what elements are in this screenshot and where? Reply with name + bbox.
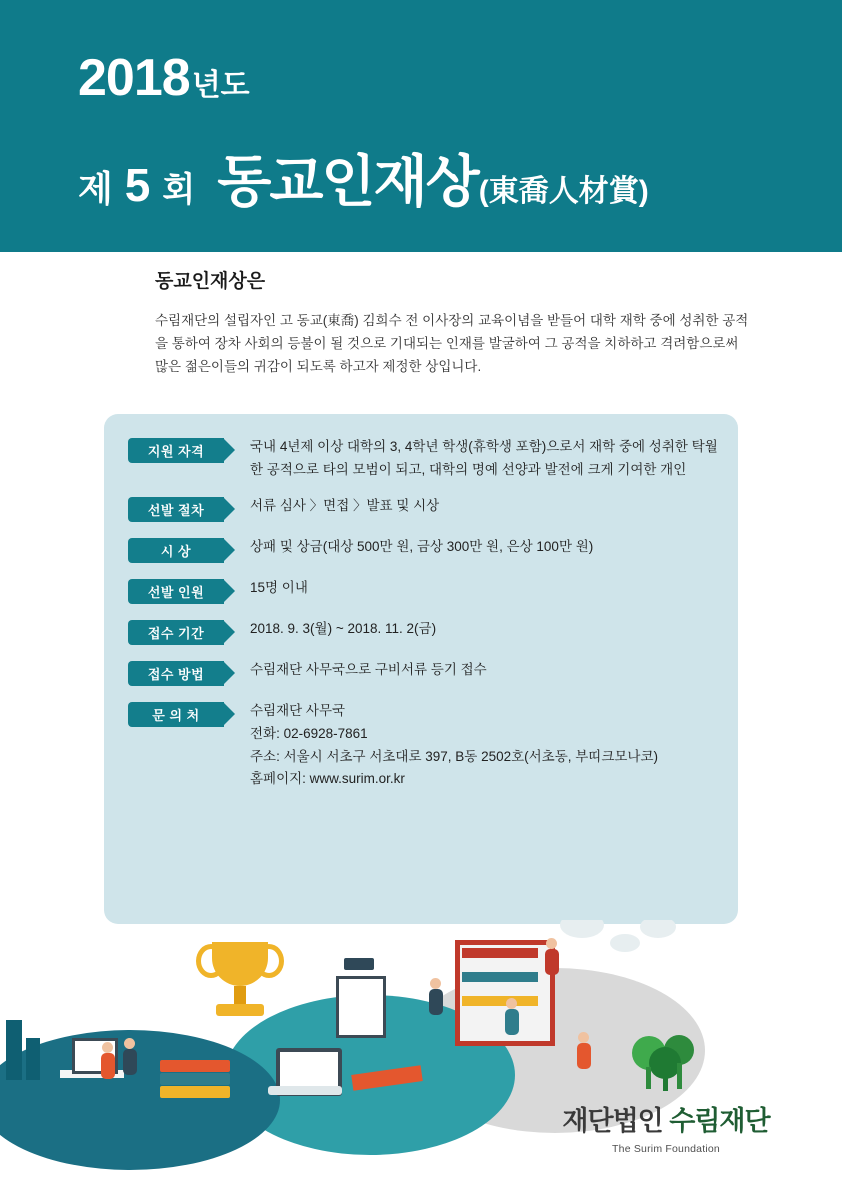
row-text-prize: 상패 및 상금(대상 500만 원, 금상 300만 원, 은상 100만 원) (250, 539, 594, 555)
person-body (123, 1049, 137, 1075)
year-suffix: 년도 (191, 69, 250, 102)
info-row (104, 618, 738, 645)
row-tag-prize: 시 상 (128, 538, 224, 563)
row-text-qualification: 국내 4년제 이상 대학의 3, 4학년 학생(휴학생 포함)으로서 재학 중에 성취한 탁월한 공적으로 타의 모범이 되고, 대학의 명예 선양과 발전에 크게 기여한 개인 (250, 439, 718, 477)
row-tag-qualification: 지원 자격 (128, 438, 224, 463)
trophy-stem (234, 986, 246, 1004)
foundation-name-line (536, 1099, 796, 1138)
person-head (102, 1042, 113, 1053)
info-row (104, 577, 738, 604)
row-tag-headcount: 선발 인원 (128, 579, 224, 604)
person-head (546, 938, 557, 949)
contact-address: 주소: 서울시 서초구 서초대로 397, B동 2502호(서초동, 부띠크모나코) (250, 748, 659, 764)
poster-header (0, 0, 842, 252)
award-name-hanja: (東喬人材賞) (478, 175, 649, 208)
year-line (78, 48, 842, 108)
trophy-icon (212, 942, 268, 986)
shelf-row (462, 948, 538, 958)
laptop-base (268, 1086, 342, 1095)
shelf-row (462, 996, 538, 1006)
ordinal-prefix: 제 (78, 168, 113, 209)
book-stack (160, 1060, 230, 1072)
contact-homepage: 홈페이지: www.surim.or.kr (250, 771, 405, 787)
shelf-row (462, 972, 538, 982)
cloud-icon (640, 920, 676, 938)
row-text-contact (250, 700, 658, 791)
info-row (104, 700, 738, 791)
contact-phone: 전화: 02-6928-7861 (250, 726, 368, 742)
award-name: 동교인재상 (217, 150, 478, 213)
foundation-name-en: The Surim Foundation (612, 1143, 720, 1155)
ordinal-number: 5 (124, 159, 151, 211)
intro-body: 수림재단의 설립자인 고 동교(東喬) 김희수 전 이사장의 교육이념을 받들어 대학 재학 중에 성취한 공적을 통하여 장차 사회의 등불이 될 것으로 기대되는 인재를 발굴하여 그 공적을 치하하고 격려함으로써 많은 젊은이들의 귀감이 되도록 하고자 제정한 상입니다. (155, 313, 749, 375)
contact-office: 수림재단 사무국 (250, 703, 346, 719)
foundation-logo (536, 1033, 796, 1155)
building-shape (26, 1038, 40, 1080)
award-title-line (78, 138, 842, 218)
info-row (104, 436, 738, 481)
person-body (429, 989, 443, 1015)
foundation-name: 수림재단 (669, 1106, 770, 1136)
row-text-process: 서류 심사 〉면접 〉발표 및 시상 (250, 498, 440, 514)
intro-heading: 동교인재상은 (155, 271, 266, 292)
illustration-group-office (0, 1030, 280, 1170)
cloud-icon (610, 934, 640, 952)
info-row (104, 536, 738, 563)
info-row (104, 659, 738, 686)
person-head (430, 978, 441, 989)
graduation-cap-icon (344, 958, 374, 970)
row-tag-contact: 문 의 처 (128, 702, 224, 727)
clipboard-icon (336, 976, 386, 1038)
cloud-icon (560, 920, 604, 938)
book-stack (160, 1086, 230, 1098)
ordinal-suffix: 회 (162, 171, 196, 209)
row-text-period: 2018. 9. 3(월) ~ 2018. 11. 2(금) (250, 621, 437, 637)
info-row (104, 495, 738, 522)
person-body (101, 1053, 115, 1079)
person-body (505, 1009, 519, 1035)
person-body (545, 949, 559, 975)
person-head (506, 998, 517, 1009)
trophy-base (216, 1004, 264, 1016)
row-tag-method: 접수 방법 (128, 661, 224, 686)
person-head (124, 1038, 135, 1049)
year-number: 2018 (78, 49, 190, 107)
row-text-method: 수림재단 사무국으로 구비서류 등기 접수 (250, 662, 487, 678)
book-stack (160, 1073, 230, 1085)
row-text-headcount: 15명 이내 (250, 580, 308, 596)
tree-logo-icon (627, 1033, 705, 1093)
intro-block (155, 266, 755, 379)
info-panel (104, 414, 738, 924)
foundation-lead: 재단법인 (562, 1106, 663, 1136)
row-tag-process: 선발 절차 (128, 497, 224, 522)
building-shape (6, 1020, 22, 1080)
row-tag-period: 접수 기간 (128, 620, 224, 645)
